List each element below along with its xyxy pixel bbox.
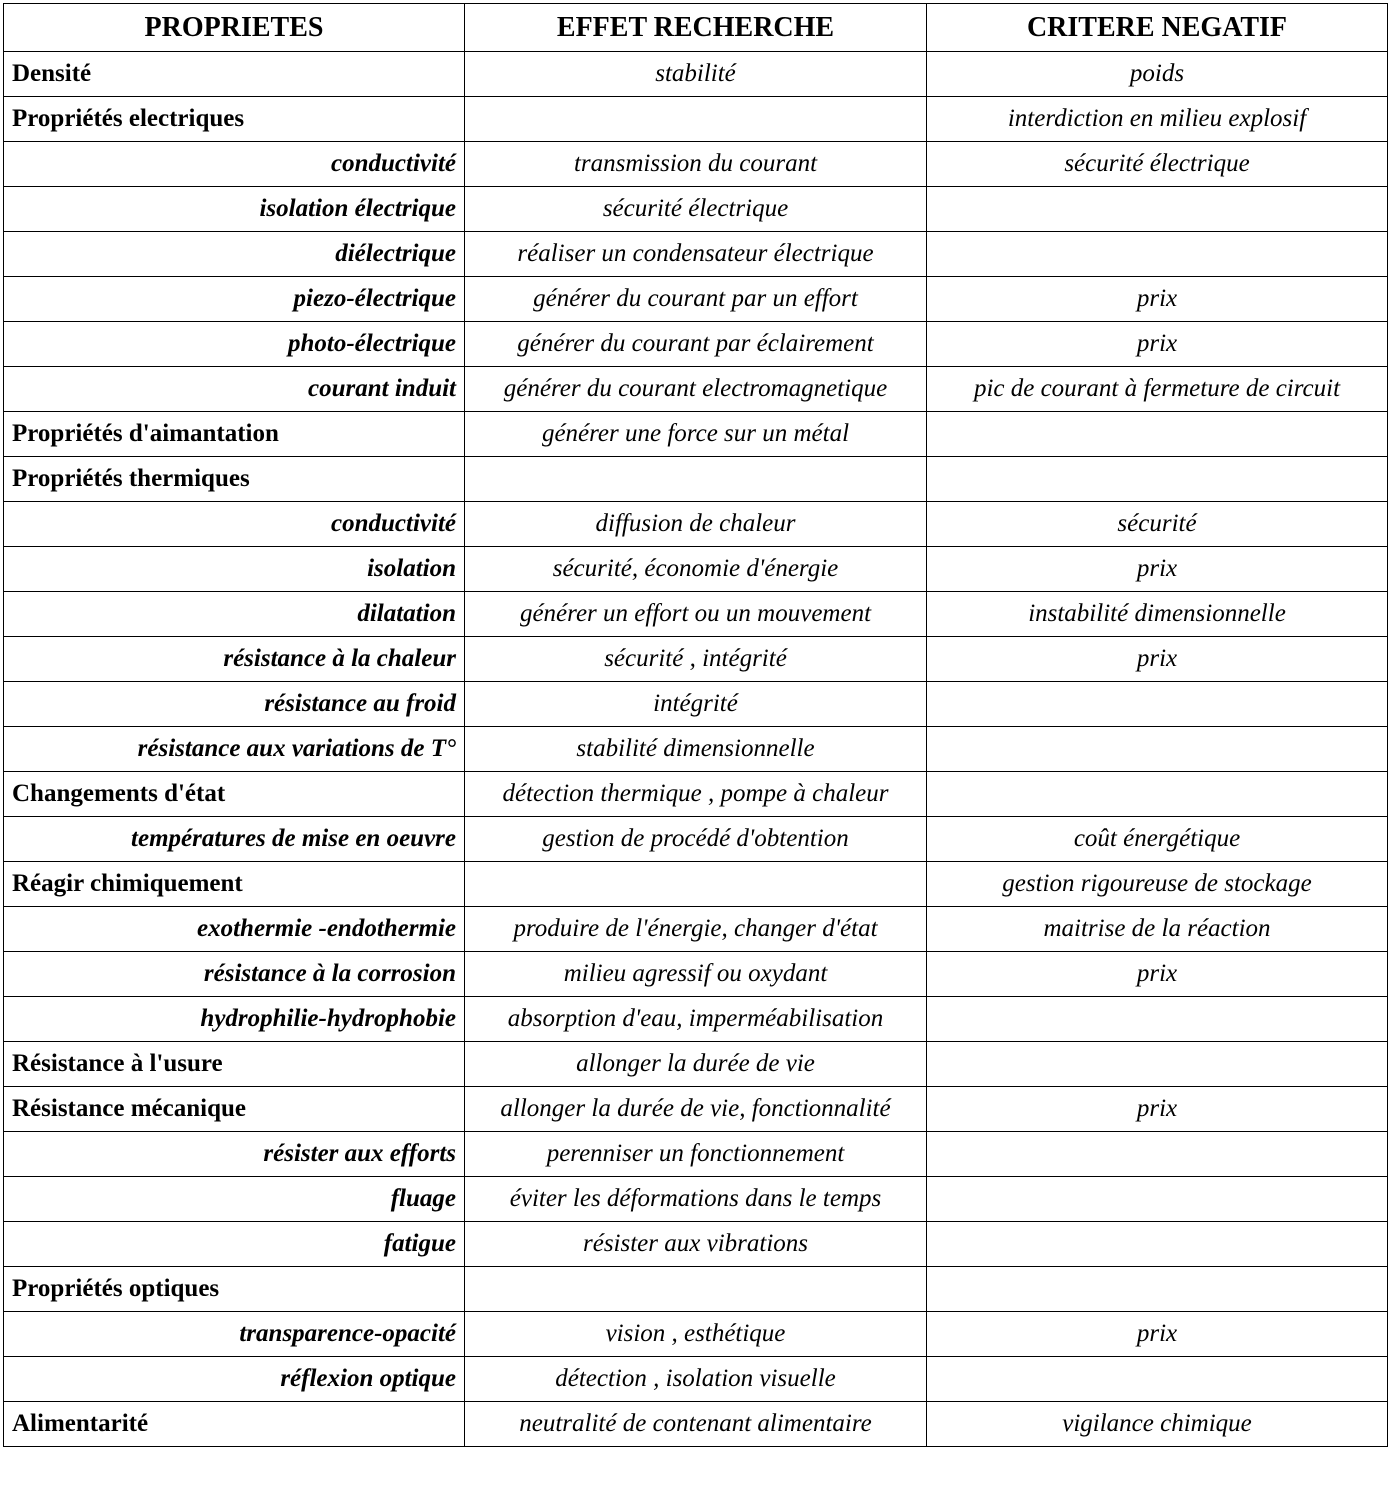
effect-cell: détection thermique , pompe à chaleur bbox=[465, 772, 927, 817]
effect-cell bbox=[465, 862, 927, 907]
table-row bbox=[4, 457, 1388, 502]
property-cell: dilatation bbox=[4, 592, 465, 637]
table-row bbox=[4, 637, 1388, 682]
negative-cell bbox=[927, 412, 1388, 457]
property-cell: transparence-opacité bbox=[4, 1312, 465, 1357]
effect-cell: produire de l'énergie, changer d'état bbox=[465, 907, 927, 952]
table-row bbox=[4, 1132, 1388, 1177]
table-row bbox=[4, 727, 1388, 772]
effect-cell: allonger la durée de vie bbox=[465, 1042, 927, 1087]
property-cell: fluage bbox=[4, 1177, 465, 1222]
negative-cell: prix bbox=[927, 547, 1388, 592]
effect-cell: intégrité bbox=[465, 682, 927, 727]
property-cell: fatigue bbox=[4, 1222, 465, 1267]
effect-cell: générer une force sur un métal bbox=[465, 412, 927, 457]
negative-cell: prix bbox=[927, 1087, 1388, 1132]
negative-cell: pic de courant à fermeture de circuit bbox=[927, 367, 1388, 412]
table-row bbox=[4, 232, 1388, 277]
effect-cell: perenniser un fonctionnement bbox=[465, 1132, 927, 1177]
effect-cell bbox=[465, 1267, 927, 1312]
effect-cell: sécurité électrique bbox=[465, 187, 927, 232]
header-row bbox=[4, 4, 1388, 52]
properties-table bbox=[3, 3, 1388, 1447]
effect-cell bbox=[465, 457, 927, 502]
table-row bbox=[4, 412, 1388, 457]
effect-cell: absorption d'eau, imperméabilisation bbox=[465, 997, 927, 1042]
property-cell: Résistance à l'usure bbox=[4, 1042, 465, 1087]
property-cell: Changements d'état bbox=[4, 772, 465, 817]
header-negative: CRITERE NEGATIF bbox=[927, 4, 1388, 52]
negative-cell: prix bbox=[927, 322, 1388, 367]
effect-cell bbox=[465, 97, 927, 142]
effect-cell: détection , isolation visuelle bbox=[465, 1357, 927, 1402]
table-row bbox=[4, 277, 1388, 322]
effect-cell: diffusion de chaleur bbox=[465, 502, 927, 547]
negative-cell bbox=[927, 232, 1388, 277]
effect-cell: stabilité dimensionnelle bbox=[465, 727, 927, 772]
effect-cell: résister aux vibrations bbox=[465, 1222, 927, 1267]
table-row bbox=[4, 772, 1388, 817]
effect-cell: sécurité , intégrité bbox=[465, 637, 927, 682]
negative-cell bbox=[927, 997, 1388, 1042]
property-cell: Alimentarité bbox=[4, 1402, 465, 1447]
table-row bbox=[4, 907, 1388, 952]
property-cell: isolation électrique bbox=[4, 187, 465, 232]
property-cell: résistance au froid bbox=[4, 682, 465, 727]
property-cell: réflexion optique bbox=[4, 1357, 465, 1402]
property-cell: températures de mise en oeuvre bbox=[4, 817, 465, 862]
table-row bbox=[4, 1402, 1388, 1447]
property-cell: courant induit bbox=[4, 367, 465, 412]
negative-cell bbox=[927, 1132, 1388, 1177]
negative-cell: sécurité électrique bbox=[927, 142, 1388, 187]
negative-cell bbox=[927, 682, 1388, 727]
property-cell: résistance à la corrosion bbox=[4, 952, 465, 997]
table-row bbox=[4, 322, 1388, 367]
negative-cell bbox=[927, 187, 1388, 232]
property-cell: résister aux efforts bbox=[4, 1132, 465, 1177]
property-cell: conductivité bbox=[4, 502, 465, 547]
table-row bbox=[4, 1357, 1388, 1402]
table-row bbox=[4, 1267, 1388, 1312]
effect-cell: transmission du courant bbox=[465, 142, 927, 187]
table-row bbox=[4, 997, 1388, 1042]
table-row bbox=[4, 502, 1388, 547]
negative-cell bbox=[927, 1177, 1388, 1222]
negative-cell bbox=[927, 727, 1388, 772]
table-row bbox=[4, 1177, 1388, 1222]
property-cell: Propriétés optiques bbox=[4, 1267, 465, 1312]
property-cell: Résistance mécanique bbox=[4, 1087, 465, 1132]
negative-cell: prix bbox=[927, 277, 1388, 322]
table-row bbox=[4, 682, 1388, 727]
effect-cell: neutralité de contenant alimentaire bbox=[465, 1402, 927, 1447]
table-row bbox=[4, 592, 1388, 637]
table-row bbox=[4, 1312, 1388, 1357]
negative-cell: prix bbox=[927, 1312, 1388, 1357]
effect-cell: milieu agressif ou oxydant bbox=[465, 952, 927, 997]
negative-cell: gestion rigoureuse de stockage bbox=[927, 862, 1388, 907]
table-row bbox=[4, 367, 1388, 412]
negative-cell: prix bbox=[927, 952, 1388, 997]
property-cell: conductivité bbox=[4, 142, 465, 187]
table-row bbox=[4, 52, 1388, 97]
property-cell: isolation bbox=[4, 547, 465, 592]
property-cell: exothermie -endothermie bbox=[4, 907, 465, 952]
effect-cell: générer du courant par éclairement bbox=[465, 322, 927, 367]
effect-cell: générer du courant electromagnetique bbox=[465, 367, 927, 412]
negative-cell bbox=[927, 457, 1388, 502]
effect-cell: éviter les déformations dans le temps bbox=[465, 1177, 927, 1222]
negative-cell: prix bbox=[927, 637, 1388, 682]
negative-cell bbox=[927, 1222, 1388, 1267]
negative-cell: maitrise de la réaction bbox=[927, 907, 1388, 952]
property-cell: Propriétés d'aimantation bbox=[4, 412, 465, 457]
effect-cell: vision , esthétique bbox=[465, 1312, 927, 1357]
property-cell: piezo-électrique bbox=[4, 277, 465, 322]
negative-cell: poids bbox=[927, 52, 1388, 97]
negative-cell: instabilité dimensionnelle bbox=[927, 592, 1388, 637]
property-cell: hydrophilie-hydrophobie bbox=[4, 997, 465, 1042]
property-cell: Réagir chimiquement bbox=[4, 862, 465, 907]
effect-cell: réaliser un condensateur électrique bbox=[465, 232, 927, 277]
negative-cell: sécurité bbox=[927, 502, 1388, 547]
effect-cell: sécurité, économie d'énergie bbox=[465, 547, 927, 592]
property-cell: résistance à la chaleur bbox=[4, 637, 465, 682]
table-row bbox=[4, 547, 1388, 592]
effect-cell: stabilité bbox=[465, 52, 927, 97]
negative-cell: interdiction en milieu explosif bbox=[927, 97, 1388, 142]
table-row bbox=[4, 1222, 1388, 1267]
property-cell: diélectrique bbox=[4, 232, 465, 277]
table-row bbox=[4, 952, 1388, 997]
table-row bbox=[4, 817, 1388, 862]
negative-cell bbox=[927, 772, 1388, 817]
property-cell: Propriétés electriques bbox=[4, 97, 465, 142]
property-cell: Densité bbox=[4, 52, 465, 97]
table-row bbox=[4, 862, 1388, 907]
property-cell: photo-électrique bbox=[4, 322, 465, 367]
negative-cell bbox=[927, 1267, 1388, 1312]
table-row bbox=[4, 1042, 1388, 1087]
property-cell: résistance aux variations de T° bbox=[4, 727, 465, 772]
property-cell: Propriétés thermiques bbox=[4, 457, 465, 502]
header-effect: EFFET RECHERCHE bbox=[465, 4, 927, 52]
negative-cell bbox=[927, 1357, 1388, 1402]
negative-cell: vigilance chimique bbox=[927, 1402, 1388, 1447]
table-row bbox=[4, 187, 1388, 232]
table-row bbox=[4, 142, 1388, 187]
header-properties: PROPRIETES bbox=[4, 4, 465, 52]
table-row bbox=[4, 1087, 1388, 1132]
negative-cell: coût énergétique bbox=[927, 817, 1388, 862]
effect-cell: générer du courant par un effort bbox=[465, 277, 927, 322]
table-row bbox=[4, 97, 1388, 142]
effect-cell: générer un effort ou un mouvement bbox=[465, 592, 927, 637]
negative-cell bbox=[927, 1042, 1388, 1087]
effect-cell: gestion de procédé d'obtention bbox=[465, 817, 927, 862]
effect-cell: allonger la durée de vie, fonctionnalité bbox=[465, 1087, 927, 1132]
